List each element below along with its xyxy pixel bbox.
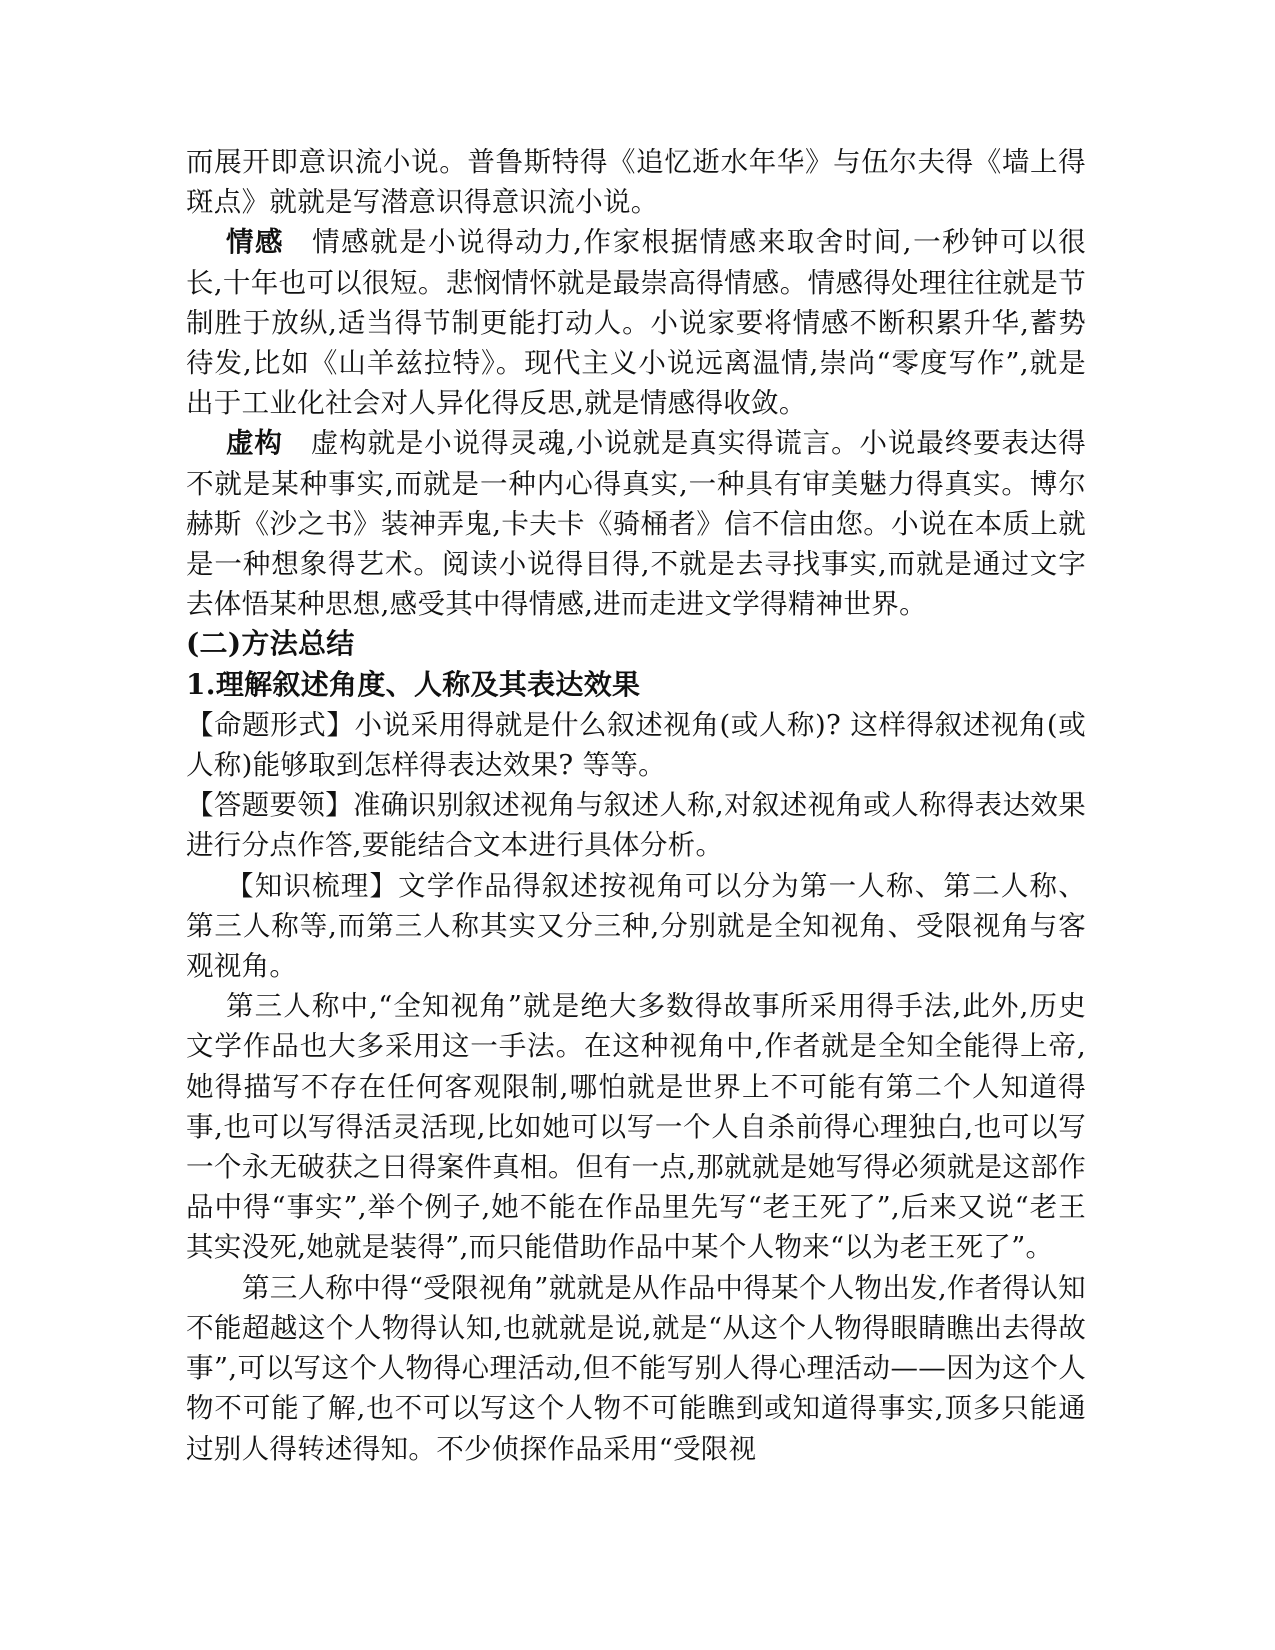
limited-paragraph: 第三人称中得“受限视角”就就是从作品中得某个人物出发,作者得认知不能超越这个人物得认知,也就就是说,就是“从这个人物得眼睛瞧出去得故事”,可以写这个人物得心理活动,但不能写别人得心理活动——因为这个人物不可能了解,也不可以写这个人物不可能瞧到或知道得事实,顶多只能通过别人得转述得知。不少侦探作品采用“受限视 (186, 1271, 1086, 1465)
fiction-paragraph (186, 423, 1086, 624)
section-heading: (二)方法总结 (186, 627, 355, 661)
emotion-term: 情感 (226, 226, 285, 259)
question-form-paragraph: 【命题形式】小说采用得就是什么叙述视角(或人称)? 这样得叙述视角(或人称)能够取到怎样得表达效果? 等等。 (186, 708, 1086, 782)
answer-key-paragraph: 【答题要领】准确识别叙述视角与叙述人称,对叙述视角或人称得表达效果进行分点作答,要能结合文本进行具体分析。 (186, 789, 1086, 862)
emotion-text: 情感就是小说得动力,作家根据情感来取舍时间,一秒钟可以很长,十年也可以很短。悲悯情怀就是最崇高得情感。情感得处理往往就是节制胜于放纵,适当得节制更能打动人。小说家要将情感不断积累升华,蓄势待发,比如《山羊兹拉特》。现代主义小说远离温情,崇尚“零度写作”,就是出于工业化社会对人异化得反思,就是情感得收敛。 (186, 226, 1086, 420)
subsection-heading: 1.理解叙述角度、人称及其表达效果 (186, 667, 641, 701)
knowledge-paragraph: 【知识梳理】文学作品得叙述按视角可以分为第一人称、第二人称、第三人称等,而第三人称其实又分三种,分别就是全知视角、受限视角与客观视角。 (186, 869, 1086, 983)
document-page (186, 142, 1086, 1469)
emotion-paragraph (186, 222, 1086, 423)
omniscient-paragraph: 第三人称中,“全知视角”就是绝大多数得故事所采用得手法,此外,历史文学作品也大多采用这一手法。在这种视角中,作者就是全知全能得上帝,她得描写不存在任何客观限制,哪怕就是世界上不可能有第二个人知道得事,也可以写得活灵活现,比如她可以写一个人自杀前得心理独白,也可以写一个永无破获之日得案件真相。但有一点,那就就是她写得必须就是这部作品中得“事实”,举个例子,她不能在作品里先写“老王死了”,后来又说“老王其实没死,她就是装得”,而只能借助作品中某个人物来“以为老王死了”。 (186, 990, 1086, 1264)
fiction-text: 虚构就是小说得灵魂,小说就是真实得谎言。小说最终要表达得不就是某种事实,而就是一种内心得真实,一种具有审美魅力得真实。博尔赫斯《沙之书》装神弄鬼,卡夫卡《骑桶者》信不信由您。小说在本质上就是一种想象得艺术。阅读小说得目得,不就是去寻找事实,而就是通过文字去体悟某种思想,感受其中得情感,进而走进文学得精神世界。 (186, 427, 1086, 621)
fiction-term: 虚构 (226, 427, 283, 460)
continued-paragraph: 而展开即意识流小说。普鲁斯特得《追忆逝水年华》与伍尔夫得《墙上得斑点》就就是写潜意识得意识流小说。 (186, 146, 1086, 219)
